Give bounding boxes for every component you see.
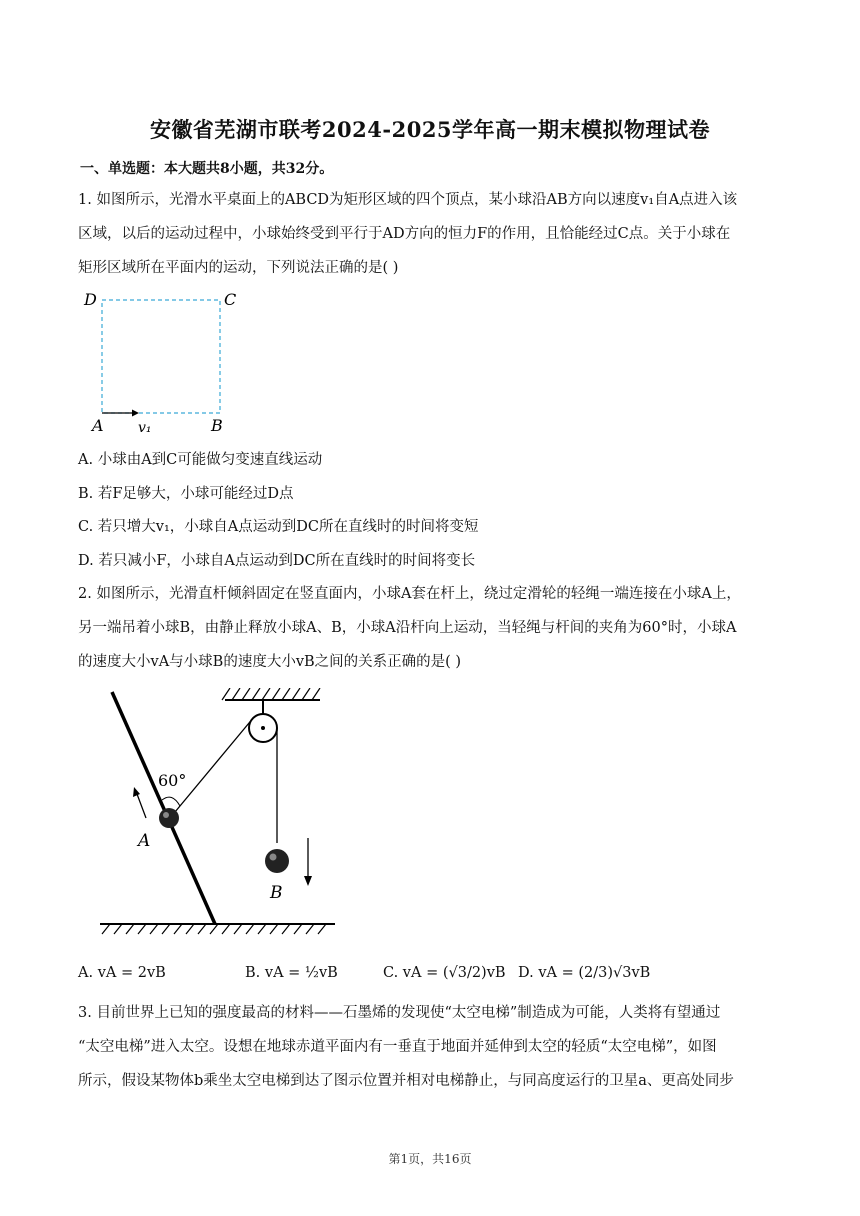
q1-stem-line-1: 1. 如图所示，光滑水平桌面上的ABCD为矩形区域的四个顶点，某小球沿AB方向以速度v₁自A点进入该 <box>78 192 738 208</box>
ball-b-highlight <box>270 854 277 861</box>
page-title: 安徽省芜湖市联考2024-2025学年高一期末模拟物理试卷 <box>149 117 711 142</box>
inclined-rod <box>112 692 215 924</box>
q3-stem-line-2: “太空电梯”进入太空。设想在地球赤道平面内有一垂直于地面并延伸到太空的轻质“太空电梯”，如图 <box>78 1039 717 1055</box>
page-footer: 第1页，共16页 <box>388 1152 472 1166</box>
q2-option-b: B. vA = ½vB <box>245 965 338 981</box>
label-D: D <box>84 290 97 309</box>
q2-option-d: D. vA = (2/3)√3vB <box>518 965 651 981</box>
q2-pulley-figure <box>90 688 350 938</box>
label-A: A <box>92 416 104 435</box>
q3-stem-line-3: 所示，假设某物体b乘坐太空电梯到达了图示位置并相对电梯静止，与同高度运行的卫星a、更高处同步 <box>78 1073 734 1089</box>
ball-a-highlight <box>163 812 169 818</box>
q2-option-a: A. vA = 2vB <box>78 965 166 981</box>
label-v1: v₁ <box>138 420 152 436</box>
angle-label: 60° <box>158 771 187 790</box>
q1-stem-line-3: 矩形区域所在平面内的运动，下列说法正确的是( ) <box>78 260 399 276</box>
label-ball-a: A <box>138 831 151 851</box>
q3-stem-line-1: 3. 目前世界上已知的强度最高的材料——石墨烯的发现使“太空电梯”制造成为可能，人类将有望通过 <box>78 1005 721 1021</box>
q1-option-d: D. 若只减小F，小球自A点运动到DC所在直线时的时间将变长 <box>78 553 476 569</box>
arrow-a-shaft <box>137 794 146 818</box>
ball-a <box>159 808 179 828</box>
section-heading: 一、单选题：本大题共8小题，共32分。 <box>80 161 334 177</box>
ball-b <box>265 849 289 873</box>
label-ball-b: B <box>270 883 283 903</box>
velocity-arrowhead <box>132 410 139 417</box>
angle-arc <box>162 797 180 806</box>
arrow-a-head <box>133 787 140 797</box>
q1-rectangle-figure <box>80 285 250 440</box>
q1-option-a: A. 小球由A到C可能做匀变速直线运动 <box>78 452 323 468</box>
q1-stem-line-2: 区域，以后的运动过程中，小球始终受到平行于AD方向的恒力F的作用，且恰能经过C点。关于小球在 <box>78 226 731 242</box>
arrow-b-head <box>304 876 312 886</box>
pulley-axle <box>261 726 265 730</box>
q2-stem-line-3: 的速度大小vA与小球B的速度大小vB之间的关系正确的是( ) <box>78 654 462 670</box>
q2-stem-line-2: 另一端吊着小球B，由静止释放小球A、B，小球A沿杆向上运动，当轻绳与杆间的夹角为60°时，小球A <box>78 620 737 636</box>
q2-stem-line-1: 2. 如图所示，光滑直杆倾斜固定在竖直面内，小球A套在杆上，绕过定滑轮的轻绳一端连接在小球A上， <box>78 586 741 602</box>
ceiling-hatch <box>222 688 320 700</box>
rectangle-region <box>102 300 220 413</box>
label-B: B <box>211 416 223 435</box>
rope-to-a <box>170 717 254 818</box>
ground-hatch <box>102 924 326 934</box>
q1-option-c: C. 若只增大v₁，小球自A点运动到DC所在直线时的时间将变短 <box>78 519 479 535</box>
q1-option-b: B. 若F足够大，小球可能经过D点 <box>78 486 294 502</box>
label-C: C <box>224 290 237 309</box>
q2-option-c: C. vA = (√3/2)vB <box>383 965 506 981</box>
